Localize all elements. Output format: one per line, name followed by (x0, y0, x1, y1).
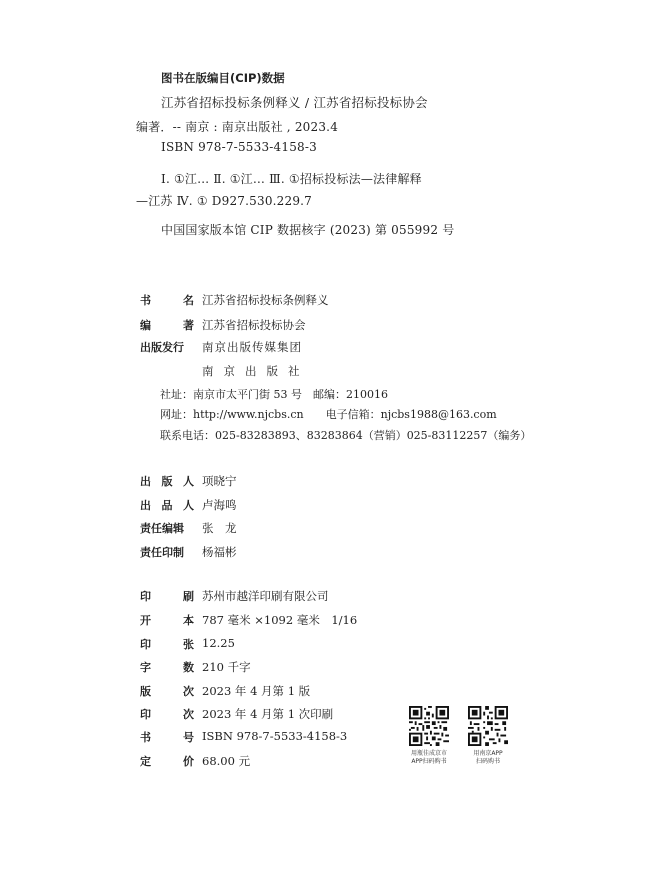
qr-caption-left: 用瓶佳成京市 APP扫码购书 (410, 750, 447, 765)
qr-code-store-icon[interactable] (468, 706, 508, 746)
isbn-label: 书 号 (140, 731, 194, 744)
author-label: 编 著 (140, 319, 194, 332)
producer-label: 出 品 人 (140, 499, 194, 512)
edition-value: 2023 年 4 月第 1 版 (202, 684, 311, 698)
book-name-label: 书 名 (140, 294, 194, 307)
impression-label: 印 次 (140, 708, 194, 721)
publisher-value: 南京出版社 (202, 364, 310, 378)
price-value: 68.00 元 (202, 754, 251, 768)
cip-classification-line: Ⅰ. ①江… Ⅱ. ①江… Ⅲ. ①招标投标法—法律解释 (161, 172, 422, 186)
editor-value: 张 龙 (202, 521, 237, 535)
website-email-text: 网址：http://www.njcbs.cn 电子信箱：njcbs1988@163.com (160, 408, 497, 421)
cip-isbn-line: ISBN 978-7-5533-4158-3 (161, 140, 317, 154)
editor-label: 责任编辑 (140, 522, 184, 535)
cip-classification-line-2: —江苏 Ⅳ. ① D927.530.229.7 (136, 194, 313, 208)
address-text: 社址：南京市太平门街 53 号 邮编：210016 (160, 388, 388, 401)
price-label: 定 价 (140, 755, 194, 768)
format-label: 开 本 (140, 614, 194, 627)
printer-value: 苏州市越洋印刷有限公司 (202, 589, 329, 603)
format-value: 787 毫米 ×1092 毫米 1/16 (202, 613, 358, 627)
issuer-label: 出版发行 (140, 341, 184, 354)
printer-label: 印 刷 (140, 590, 194, 603)
producer-value: 卢海鸣 (202, 498, 237, 512)
issuer-value: 南京出版传媒集团 (202, 340, 302, 354)
word-count-value: 210 千字 (202, 660, 251, 674)
impression-value: 2023 年 4 月第 1 次印刷 (202, 707, 334, 721)
cip-author-line: 编著．-- 南京 : 南京出版社 , 2023.4 (136, 120, 339, 134)
isbn-value: ISBN 978-7-5533-4158-3 (202, 729, 348, 743)
publisher-person-label: 出 版 人 (140, 475, 194, 488)
edition-label: 版 次 (140, 685, 194, 698)
phone-text: 联系电话：025-83283893、83283864（营销）025-83112257（编务） (160, 429, 532, 442)
cip-heading: 图书在版编目(CIP)数据 (161, 71, 285, 85)
qr-caption-right: 用南京APP 扫码购书 (473, 750, 503, 765)
printing-supervisor-label: 责任印制 (140, 546, 184, 559)
cip-title-line: 江苏省招标投标条例释义 / 江苏省招标投标协会 (161, 95, 428, 110)
printing-supervisor-value: 杨福彬 (202, 545, 237, 559)
publisher-person-value: 项晓宁 (202, 474, 237, 488)
author-value: 江苏省招标投标协会 (202, 318, 306, 332)
sheets-label: 印 张 (140, 638, 194, 651)
sheets-value: 12.25 (202, 636, 235, 650)
word-count-label: 字 数 (140, 661, 194, 674)
qr-code-app-icon[interactable] (409, 706, 449, 746)
book-name-value: 江苏省招标投标条例释义 (202, 293, 329, 307)
cip-record-number: 中国国家版本馆 CIP 数据核字 (2023) 第 055992 号 (161, 223, 455, 237)
